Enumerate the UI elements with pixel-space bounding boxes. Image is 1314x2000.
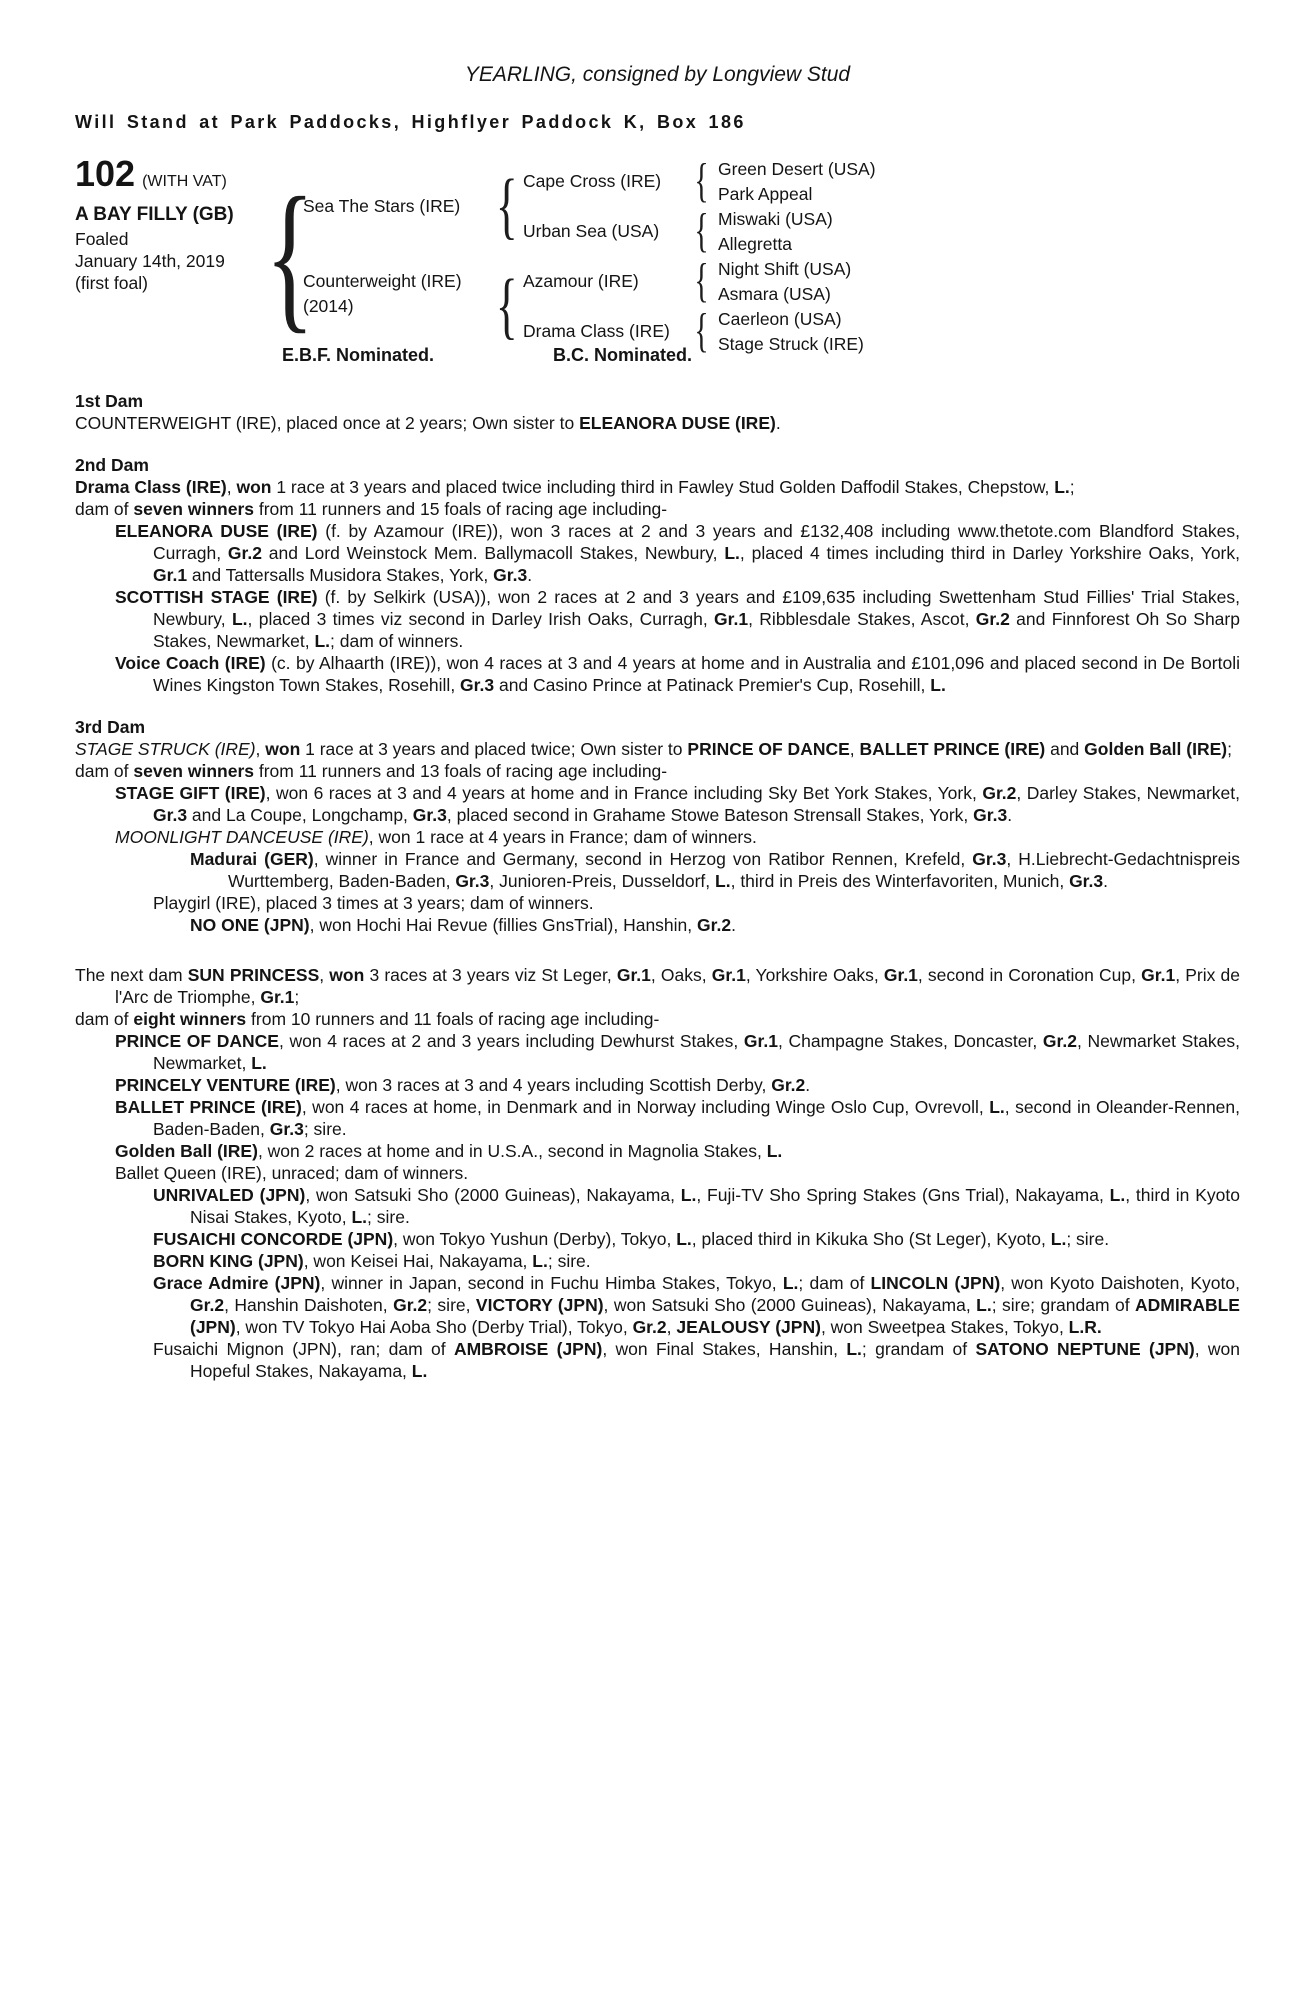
text-run: L. bbox=[532, 1251, 548, 1271]
text-run: , placed 3 times viz second in Darley Irish Oaks, Curragh, bbox=[247, 609, 715, 629]
catalogue-paragraph bbox=[115, 652, 1240, 696]
text-run: 3 races at 3 years viz St Leger, bbox=[364, 965, 617, 985]
text-run: . bbox=[731, 915, 736, 935]
text-run: from 11 runners and 13 foals of racing age including- bbox=[254, 761, 668, 781]
text-run: PRINCELY VENTURE (IRE) bbox=[115, 1075, 336, 1095]
sire-dam-name: Urban Sea (USA) bbox=[523, 221, 660, 241]
text-run: won bbox=[236, 477, 272, 497]
text-run: , second in Coronation Cup, bbox=[917, 965, 1142, 985]
text-run: , won Tokyo Yushun (Derby), Tokyo, bbox=[393, 1229, 677, 1249]
text-run: , bbox=[849, 739, 860, 759]
text-run: . bbox=[1103, 871, 1108, 891]
catalogue-paragraph bbox=[75, 476, 1240, 498]
text-run: Gr.2 bbox=[632, 1317, 667, 1337]
text-run: SUN PRINCESS bbox=[187, 965, 320, 985]
sire-sire-name: Cape Cross (IRE) bbox=[523, 171, 662, 191]
text-run: 1 race at 3 years and placed twice including third in Fawley Stud Golden Daffodil Stakes, Chepstow, bbox=[271, 477, 1055, 497]
text-run: L. bbox=[715, 871, 731, 891]
text-run: , won Sweetpea Stakes, Tokyo, bbox=[820, 1317, 1069, 1337]
bc-nominated: B.C. Nominated. bbox=[553, 345, 693, 365]
text-run: Ballet Queen (IRE), unraced; dam of winners. bbox=[115, 1163, 469, 1183]
catalogue-paragraph bbox=[75, 498, 1240, 520]
text-run: Gr.3 bbox=[269, 1119, 304, 1139]
text-run: PRINCE OF DANCE bbox=[687, 739, 850, 759]
catalogue-paragraph bbox=[153, 1184, 1240, 1228]
text-run: , third in Preis des Winterfavoriten, Munich, bbox=[730, 871, 1070, 891]
third-dam bbox=[75, 716, 1240, 936]
text-run: FUSAICHI CONCORDE (JPN) bbox=[153, 1229, 394, 1249]
text-run: ; sire, bbox=[427, 1295, 476, 1315]
text-run: , won Hopeful Stakes, Nakayama, bbox=[190, 1339, 1241, 1381]
text-run: Gr.3 bbox=[493, 565, 528, 585]
text-run: and Lord Weinstock Mem. Ballymacoll Stakes, Newbury, bbox=[261, 543, 725, 563]
first-dam bbox=[75, 390, 1240, 434]
text-run: , Prix de l'Arc de Triomphe, bbox=[115, 965, 1240, 1007]
text-run: COUNTERWEIGHT (IRE), placed once at 2 years; Own sister to bbox=[75, 413, 580, 433]
text-run: Gr.3 bbox=[972, 849, 1007, 869]
text-run: , won Satsuki Sho (2000 Guineas), Nakayama, bbox=[603, 1295, 977, 1315]
text-run: Gr.1 bbox=[714, 609, 749, 629]
text-run: from 11 runners and 15 foals of racing age including- bbox=[254, 499, 668, 519]
text-run: L. bbox=[976, 1295, 992, 1315]
text-run: won bbox=[265, 739, 301, 759]
text-run: , Junioren-Preis, Dusseldorf, bbox=[489, 871, 716, 891]
text-run: Gr.2 bbox=[982, 783, 1017, 803]
text-run: ELEANORA DUSE (IRE) bbox=[579, 413, 776, 433]
text-run: Gr.2 bbox=[771, 1075, 806, 1095]
text-run: MOONLIGHT DANCEUSE (IRE) bbox=[115, 827, 369, 847]
text-run: Gr.1 bbox=[260, 987, 295, 1007]
text-run: STAGE STRUCK (IRE) bbox=[75, 739, 256, 759]
catalogue-paragraph bbox=[153, 1250, 1240, 1272]
text-run: Gr.2 bbox=[227, 543, 262, 563]
lot-vat-note: (WITH VAT) bbox=[142, 173, 227, 190]
text-run: won bbox=[329, 965, 365, 985]
text-run: , Oaks, bbox=[650, 965, 712, 985]
consignor-line: YEARLING, consigned by Longview Stud bbox=[464, 63, 851, 86]
text-run: L. bbox=[1109, 1185, 1126, 1205]
text-run: L. bbox=[680, 1185, 697, 1205]
text-run: , winner in Japan, second in Fuchu Himba Stakes, Tokyo, bbox=[320, 1273, 783, 1293]
gen4-name-7: Caerleon (USA) bbox=[718, 309, 842, 329]
text-run: L.R. bbox=[1068, 1317, 1102, 1337]
text-run: , H.Liebrecht-Gedachtnispreis Wurttemberg, Baden-Baden, bbox=[228, 849, 1241, 891]
catalogue-paragraph bbox=[115, 1074, 1240, 1096]
foaled-label: Foaled bbox=[75, 229, 129, 249]
text-run: , Fuji-TV Sho Spring Stakes (Gns Trial), Nakayama, bbox=[696, 1185, 1110, 1205]
dam-dam-name: Drama Class (IRE) bbox=[523, 321, 670, 341]
text-run: L. bbox=[251, 1053, 267, 1073]
text-run: LINCOLN (JPN) bbox=[870, 1273, 1001, 1293]
lot-description: A BAY FILLY (GB) bbox=[75, 204, 234, 225]
text-run: ; dam of winners. bbox=[330, 631, 464, 651]
catalogue-paragraph bbox=[115, 826, 1240, 848]
pedigree-brace-sire bbox=[498, 172, 516, 240]
first-foal-note: (first foal) bbox=[75, 273, 148, 293]
second-dam bbox=[75, 454, 1240, 696]
gen4-name-3: Miswaki (USA) bbox=[718, 209, 833, 229]
text-run: Gr.3 bbox=[455, 871, 490, 891]
text-run: Grace Admire (JPN) bbox=[153, 1273, 321, 1293]
text-run: ADMIRABLE (JPN) bbox=[190, 1295, 1240, 1337]
pedigree-brace-pair-2 bbox=[693, 208, 711, 254]
text-run: , won 3 races at 3 and 4 years including Scottish Derby, bbox=[335, 1075, 772, 1095]
text-run: , Darley Stakes, Newmarket, bbox=[1016, 783, 1240, 803]
text-run: L. bbox=[314, 631, 331, 651]
lot-info bbox=[75, 153, 280, 294]
text-run: ELEANORA DUSE (IRE) bbox=[115, 521, 318, 541]
text-run: and La Coupe, Longchamp, bbox=[187, 805, 413, 825]
text-run: Gr.1 bbox=[883, 965, 918, 985]
text-run: , Champagne Stakes, Doncaster, bbox=[777, 1031, 1043, 1051]
text-run: and Tattersalls Musidora Stakes, York, bbox=[187, 565, 494, 585]
catalogue-paragraph bbox=[115, 1096, 1241, 1140]
next-dam bbox=[75, 964, 1240, 1382]
text-run: , won 4 races at 2 and 3 years including Dewhurst Stakes, bbox=[278, 1031, 744, 1051]
foaled-date: January 14th, 2019 bbox=[75, 251, 225, 271]
catalogue-paragraph bbox=[115, 520, 1240, 586]
text-run: NO ONE (JPN) bbox=[190, 915, 310, 935]
text-run: , bbox=[255, 739, 266, 759]
pedigree-brace-gen1 bbox=[281, 176, 299, 334]
text-run: BALLET PRINCE (IRE) bbox=[115, 1097, 302, 1117]
text-run: Drama Class (IRE) bbox=[75, 477, 227, 497]
catalogue-paragraph bbox=[115, 1162, 1240, 1184]
text-run: , third in Kyoto Nisai Stakes, Kyoto, bbox=[190, 1185, 1240, 1227]
text-run: , winner in France and Germany, second in Herzog von Ratibor Rennen, Krefeld, bbox=[313, 849, 973, 869]
text-run: from 10 runners and 11 foals of racing age including- bbox=[246, 1009, 660, 1029]
text-run: , bbox=[319, 965, 330, 985]
text-run: Gr.2 bbox=[1042, 1031, 1077, 1051]
text-run: , won Keisei Hai, Nakayama, bbox=[303, 1251, 533, 1271]
text-run: and Finnforest Oh So Sharp Stakes, Newmarket, bbox=[153, 609, 1240, 651]
text-run: ; sire. bbox=[303, 1119, 347, 1139]
gen4-name-6: Asmara (USA) bbox=[718, 284, 831, 304]
gen4-name-8: Stage Struck (IRE) bbox=[718, 334, 864, 354]
dam-sections bbox=[75, 390, 1240, 1382]
text-run: , Yorkshire Oaks, bbox=[745, 965, 884, 985]
catalogue-paragraph bbox=[115, 1140, 1240, 1162]
text-run: Madurai (GER) bbox=[190, 849, 314, 869]
text-run: ; grandam of bbox=[861, 1339, 976, 1359]
text-run: L. bbox=[930, 675, 946, 695]
text-run: Gr.2 bbox=[190, 1295, 225, 1315]
text-run: , placed third in Kikuka Sho (St Leger), Kyoto, bbox=[691, 1229, 1051, 1249]
text-run: Gr.2 bbox=[697, 915, 732, 935]
pedigree-brace-pair-4 bbox=[693, 308, 711, 354]
catalogue-paragraph bbox=[153, 1338, 1241, 1382]
catalogue-paragraph bbox=[190, 914, 1240, 936]
text-run: L. bbox=[1050, 1229, 1067, 1249]
dam-heading: 1st Dam bbox=[75, 391, 144, 411]
pedigree-brace-pair-3 bbox=[693, 258, 711, 304]
dam-heading: 2nd Dam bbox=[75, 455, 149, 475]
text-run: BALLET PRINCE (IRE) bbox=[859, 739, 1046, 759]
text-run: L. bbox=[351, 1207, 368, 1227]
dam-name-block bbox=[303, 269, 462, 319]
catalogue-paragraph bbox=[153, 892, 1240, 914]
text-run: , Hanshin Daishoten, bbox=[224, 1295, 394, 1315]
text-run: 1 race at 3 years and placed twice; Own sister to bbox=[300, 739, 688, 759]
text-run: (f. by Azamour (IRE)), won 3 races at 2 and 3 years and £132,408 including www.thetote.com Blandford Stakes, Curragh, bbox=[153, 521, 1240, 563]
text-run: , won Hochi Hai Revue (fillies GnsTrial), Hanshin, bbox=[309, 915, 698, 935]
text-run: . bbox=[775, 413, 781, 433]
text-run: , Newmarket Stakes, Newmarket, bbox=[153, 1031, 1240, 1073]
text-run: ; sire. bbox=[547, 1251, 591, 1271]
text-run: , bbox=[666, 1317, 677, 1337]
stand-location-line: Will Stand at Park Paddocks, Highflyer Paddock K, Box 186 bbox=[75, 112, 746, 132]
pedigree-brace-dam bbox=[498, 272, 516, 340]
text-run: , won 6 races at 3 and 4 years at home and in France including Sky Bet York Stakes, York, bbox=[265, 783, 983, 803]
text-run: dam of bbox=[75, 1009, 134, 1029]
text-run: ; bbox=[1227, 739, 1232, 759]
gen4-name-2: Park Appeal bbox=[718, 184, 813, 204]
text-run: , bbox=[226, 477, 237, 497]
text-run: Voice Coach (IRE) bbox=[115, 653, 266, 673]
gen4-name-1: Green Desert (USA) bbox=[718, 159, 876, 179]
text-run: dam of bbox=[75, 499, 134, 519]
text-run: Gr.3 bbox=[460, 675, 495, 695]
text-run: Gr.1 bbox=[711, 965, 746, 985]
text-run: L. bbox=[1054, 477, 1070, 497]
text-run: , won Satsuki Sho (2000 Guineas), Nakayama, bbox=[305, 1185, 681, 1205]
text-run: , won 1 race at 4 years in France; dam of winners. bbox=[368, 827, 757, 847]
dam-name: Counterweight (IRE) bbox=[303, 271, 462, 291]
text-run: ; sire. bbox=[367, 1207, 410, 1227]
text-run: eight winners bbox=[133, 1009, 247, 1029]
text-run: L. bbox=[676, 1229, 692, 1249]
text-run: , won 4 races at home, in Denmark and in Norway including Winge Oslo Cup, Ovrevoll, bbox=[301, 1097, 990, 1117]
text-run: (f. by Selkirk (USA)), won 2 races at 2 and 3 years and £109,635 including Swettenham Stud Fillies' Trial Stakes, Newbury, bbox=[153, 587, 1240, 629]
catalogue-paragraph bbox=[75, 1008, 1240, 1030]
catalogue-paragraph bbox=[153, 1272, 1240, 1338]
text-run: (c. by Alhaarth (IRE)), won 4 races at 3 and 4 years at home and in Australia and £101,096 and placed second in De Bortoli Wines Kingston Town Stakes, Rosehill, bbox=[153, 653, 1240, 695]
text-run: L. bbox=[782, 1273, 799, 1293]
gen4-name-4: Allegretta bbox=[718, 234, 792, 254]
text-run: BORN KING (JPN) bbox=[153, 1251, 304, 1271]
text-run: , won 2 races at home and in U.S.A., second in Magnolia Stakes, bbox=[257, 1141, 767, 1161]
text-run: VICTORY (JPN) bbox=[475, 1295, 604, 1315]
text-run: JEALOUSY (JPN) bbox=[676, 1317, 821, 1337]
text-run: . bbox=[527, 565, 533, 585]
gen4-name-5: Night Shift (USA) bbox=[718, 259, 852, 279]
sire-name: Sea The Stars (IRE) bbox=[303, 196, 461, 216]
text-run: ; dam of bbox=[798, 1273, 871, 1293]
text-run: L. bbox=[846, 1339, 862, 1359]
text-run: ; bbox=[294, 987, 300, 1007]
catalogue-paragraph bbox=[75, 760, 1240, 782]
text-run: , won TV Tokyo Hai Aoba Sho (Derby Trial), Tokyo, bbox=[235, 1317, 633, 1337]
text-run: Gr.1 bbox=[616, 965, 651, 985]
text-run: , won Kyoto Daishoten, Kyoto, bbox=[1000, 1273, 1240, 1293]
text-run: L. bbox=[231, 609, 248, 629]
lot-number-row bbox=[75, 153, 280, 194]
catalogue-paragraph bbox=[115, 586, 1240, 652]
text-run: Fusaichi Mignon (JPN), ran; dam of bbox=[153, 1339, 454, 1359]
text-run: , Ribblesdale Stakes, Ascot, bbox=[748, 609, 976, 629]
text-run: PRINCE OF DANCE bbox=[115, 1031, 279, 1051]
text-run: , placed second in Grahame Stowe Bateson Strensall Stakes, York, bbox=[446, 805, 974, 825]
text-run: Golden Ball (IRE) bbox=[1084, 739, 1228, 759]
catalogue-paragraph bbox=[75, 964, 1240, 1008]
text-run: , won Final Stakes, Hanshin, bbox=[602, 1339, 847, 1359]
text-run: Gr.2 bbox=[393, 1295, 428, 1315]
text-run: . bbox=[805, 1075, 811, 1095]
text-run: Gr.3 bbox=[1069, 871, 1104, 891]
text-run: ; sire; grandam of bbox=[991, 1295, 1135, 1315]
pedigree-brace-pair-1 bbox=[693, 158, 711, 204]
text-run: , second in Oleander-Rennen, Baden-Baden, bbox=[153, 1097, 1241, 1139]
text-run: Gr.1 bbox=[1141, 965, 1176, 985]
dam-sire-name: Azamour (IRE) bbox=[523, 271, 639, 291]
text-run: and Casino Prince at Patinack Premier's Cup, Rosehill, bbox=[494, 675, 931, 695]
text-run: dam of bbox=[75, 761, 134, 781]
catalogue-paragraph bbox=[115, 1030, 1240, 1074]
text-run: SCOTTISH STAGE (IRE) bbox=[115, 587, 318, 607]
text-run: and bbox=[1045, 739, 1085, 759]
text-run: Playgirl (IRE), placed 3 times at 3 years; dam of winners. bbox=[153, 893, 594, 913]
text-run: Golden Ball (IRE) bbox=[115, 1141, 258, 1161]
text-run: L. bbox=[989, 1097, 1005, 1117]
text-run: Gr.3 bbox=[973, 805, 1008, 825]
text-run: Gr.3 bbox=[153, 805, 188, 825]
catalogue-paragraph bbox=[75, 412, 1240, 434]
text-run: seven winners bbox=[133, 499, 254, 519]
text-run: L. bbox=[766, 1141, 783, 1161]
text-run: . bbox=[1007, 805, 1013, 825]
text-run: STAGE GIFT (IRE) bbox=[115, 783, 266, 803]
lot-number: 102 bbox=[75, 153, 136, 194]
text-run: ; sire. bbox=[1066, 1229, 1110, 1249]
text-run: Gr.2 bbox=[975, 609, 1010, 629]
catalogue-paragraph bbox=[75, 738, 1240, 760]
text-run: , placed 4 times including third in Darley Yorkshire Oaks, York, bbox=[739, 543, 1240, 563]
pedigree-diagram bbox=[75, 153, 1240, 370]
text-run: SATONO NEPTUNE (JPN) bbox=[975, 1339, 1195, 1359]
dam-heading: 3rd Dam bbox=[75, 717, 146, 737]
text-run: Gr.3 bbox=[412, 805, 447, 825]
text-run: UNRIVALED (JPN) bbox=[153, 1185, 306, 1205]
text-run: seven winners bbox=[133, 761, 254, 781]
text-run: L. bbox=[724, 543, 740, 563]
ebf-nominated: E.B.F. Nominated. bbox=[282, 345, 435, 365]
dam-year: (2014) bbox=[303, 296, 354, 316]
catalogue-paragraph bbox=[115, 782, 1240, 826]
text-run: AMBROISE (JPN) bbox=[453, 1339, 603, 1359]
text-run: Gr.1 bbox=[153, 565, 188, 585]
text-run: The next dam bbox=[75, 965, 188, 985]
text-run: Gr.1 bbox=[743, 1031, 778, 1051]
text-run: ; bbox=[1069, 477, 1075, 497]
catalogue-paragraph bbox=[153, 1228, 1240, 1250]
text-run: L. bbox=[411, 1361, 428, 1381]
catalogue-paragraph bbox=[190, 848, 1241, 892]
